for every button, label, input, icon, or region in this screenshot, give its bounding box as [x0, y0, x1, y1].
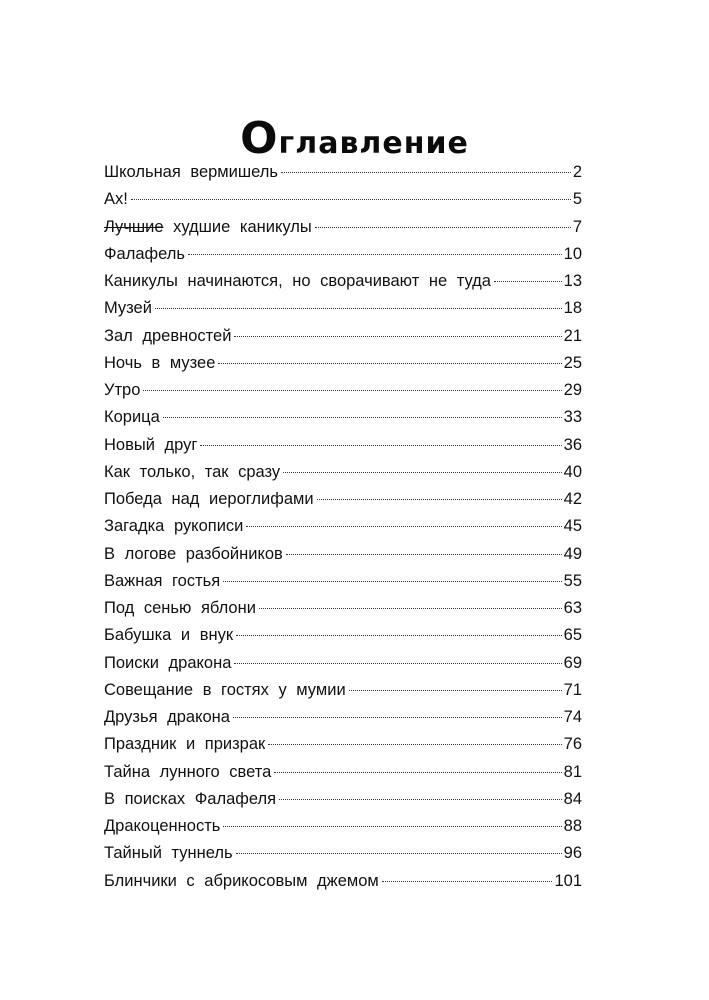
toc-entry[interactable]	[104, 459, 582, 486]
toc-entry-page-number: 49	[563, 544, 582, 563]
toc-entry-title: Музей	[104, 299, 152, 318]
toc-entry-page-number: 7	[572, 217, 582, 236]
toc-entry[interactable]	[104, 513, 582, 540]
toc-entry-title: Друзья дракона	[104, 708, 230, 726]
toc-entry-page-number: 76	[563, 735, 582, 754]
toc-entry-title-group	[104, 541, 283, 568]
dot-leader	[279, 799, 562, 800]
toc-entry[interactable]	[104, 759, 582, 786]
toc-entry-page-number: 96	[563, 844, 582, 863]
toc-entry-title: Бабушка и внук	[104, 626, 234, 645]
toc-entry[interactable]	[104, 677, 582, 704]
toc-entry-title-group	[104, 268, 491, 295]
toc-entry-title-group	[104, 650, 231, 677]
dot-leader	[131, 199, 571, 200]
toc-entry-page-number: 63	[563, 599, 582, 617]
dot-leader	[223, 581, 561, 582]
dot-leader	[317, 499, 562, 500]
title-rest: главление	[278, 126, 469, 162]
toc-entry[interactable]	[104, 377, 582, 404]
dot-leader	[223, 826, 561, 827]
toc-entry-title: Праздник и призрак	[104, 735, 266, 754]
toc-entry-title: Тайна лунного света	[104, 762, 272, 781]
toc-entry-title: Зал древностей	[104, 326, 232, 345]
dot-leader	[283, 472, 561, 473]
toc-entry-title-group	[104, 377, 140, 404]
toc-entry-title-group	[104, 159, 278, 186]
toc-entry-title: Загадка рукописи	[104, 517, 244, 536]
toc-entry[interactable]	[104, 731, 582, 758]
toc-entry-page-number: 25	[563, 353, 582, 372]
toc-entry[interactable]	[104, 840, 582, 867]
toc-entry-title: Фалафель	[104, 244, 185, 263]
toc-entry-title-group	[104, 677, 346, 704]
dot-leader	[268, 744, 561, 745]
toc-entry-title-group	[104, 786, 276, 813]
toc-entry-title: Блинчики с абрикосовым джемом	[104, 871, 379, 890]
dot-leader	[259, 608, 562, 609]
toc-entry[interactable]	[104, 159, 582, 186]
toc-entry-page-number: 45	[563, 517, 582, 536]
toc-entry-title: Совещание в гостях у мумии	[104, 680, 346, 699]
dot-leader	[315, 227, 571, 228]
toc-entry-title-group	[104, 214, 312, 241]
dot-leader	[200, 445, 561, 446]
toc-entry[interactable]	[104, 186, 582, 213]
dot-leader	[494, 281, 562, 282]
toc-entry[interactable]	[104, 404, 582, 431]
dot-leader	[155, 308, 562, 309]
page-title	[0, 113, 709, 164]
toc-entry[interactable]	[104, 268, 582, 295]
title-initial: О	[240, 113, 279, 165]
toc-entry-title: Школьная вермишель	[104, 163, 278, 181]
toc-entry-title-group	[104, 186, 128, 213]
toc-entry-title: Дракоценность	[104, 817, 221, 835]
toc-entry-title: В поисках Фалафеля	[104, 789, 277, 808]
dot-leader	[218, 363, 561, 364]
toc-entry-title: Ах!	[104, 190, 128, 209]
toc-entry-title-group	[104, 459, 280, 486]
toc-entry[interactable]	[104, 595, 582, 622]
toc-entry[interactable]	[104, 486, 582, 513]
toc-entry-page-number: 33	[563, 408, 582, 427]
dot-leader	[281, 172, 571, 173]
toc-entry-title: Поиски дракона	[104, 653, 232, 672]
toc-entry-page-number: 36	[563, 435, 582, 454]
toc-entry-title: Каникулы начинаются, но сворачивают не туда	[104, 272, 491, 290]
toc-entry-title: Ночь в музее	[104, 353, 216, 372]
toc-entry[interactable]	[104, 650, 582, 677]
toc-entry[interactable]	[104, 704, 582, 731]
toc-entry-title-group	[104, 731, 265, 758]
toc-entry-title: Тайный туннель	[104, 844, 233, 863]
toc-entry-page-number: 21	[563, 326, 582, 345]
toc-entry-page-number: 69	[563, 653, 582, 672]
toc-entry-page-number: 88	[563, 817, 582, 835]
dot-leader	[234, 663, 561, 664]
toc-entry-page-number: 74	[563, 708, 582, 726]
dot-leader	[236, 635, 562, 636]
toc-entry-title: В логове разбойников	[104, 544, 283, 563]
toc-entry[interactable]	[104, 568, 582, 595]
toc-entry[interactable]	[104, 432, 582, 459]
dot-leader	[274, 772, 561, 773]
dot-leader	[163, 417, 562, 418]
toc-entry-page-number: 81	[563, 762, 582, 781]
toc-entry-title-group	[104, 840, 233, 867]
toc-entry-page-number: 5	[572, 190, 582, 209]
dot-leader	[236, 853, 562, 854]
toc-entry-page-number: 84	[563, 789, 582, 808]
toc-entry-title: Важная гостья	[104, 571, 221, 590]
toc-entry-title-group	[104, 704, 230, 731]
toc-entry-title-group	[104, 432, 197, 459]
toc-entry-title-group	[104, 813, 220, 840]
toc-entry-title-group	[104, 241, 185, 268]
toc-entry-page-number: 65	[563, 626, 582, 645]
dot-leader	[143, 390, 561, 391]
toc-entry-title-group	[104, 595, 256, 622]
toc-entry-page-number: 18	[563, 299, 582, 318]
toc-entry-title-group	[104, 622, 233, 649]
toc-entry-title-group	[104, 295, 152, 322]
toc-entry[interactable]	[104, 541, 582, 568]
toc-entry-title-group	[104, 404, 160, 431]
toc-entry-page-number: 42	[563, 490, 582, 508]
dot-leader	[246, 526, 561, 527]
dot-leader	[382, 881, 553, 882]
toc-entry-page-number: 2	[572, 163, 582, 181]
dot-leader	[188, 254, 562, 255]
toc-entry-page-number: 40	[563, 462, 582, 481]
toc-entry-page-number: 10	[563, 244, 582, 263]
toc-entry-page-number: 55	[563, 571, 582, 590]
dot-leader	[349, 690, 562, 691]
toc-entry-page-number: 13	[563, 272, 582, 290]
toc-entry-page-number: 71	[563, 680, 582, 699]
toc-entry[interactable]	[104, 868, 582, 895]
toc-entry-title-group	[104, 513, 243, 540]
toc-entry[interactable]	[104, 241, 582, 268]
toc-entry[interactable]	[104, 323, 582, 350]
dot-leader	[233, 717, 562, 718]
table-of-contents	[104, 159, 582, 895]
toc-entry[interactable]	[104, 295, 582, 322]
toc-entry-title: Утро	[104, 381, 141, 399]
toc-entry-title: Как только, так сразу	[104, 462, 281, 481]
toc-entry-struck-word: Лучшие	[104, 217, 164, 236]
toc-entry-title: Под сенью яблони	[104, 599, 256, 617]
toc-entry[interactable]	[104, 622, 582, 649]
toc-entry-title: Корица	[104, 408, 160, 427]
toc-entry-title: худшие каникулы	[173, 217, 312, 236]
toc-entry[interactable]	[104, 786, 582, 813]
toc-entry-title-group	[104, 350, 215, 377]
toc-entry-title-group	[104, 868, 379, 895]
toc-entry-page-number: 101	[554, 871, 582, 890]
toc-entry-page-number: 29	[563, 381, 582, 399]
dot-leader	[286, 554, 562, 555]
dot-leader	[234, 336, 561, 337]
toc-entry-title: Победа над иероглифами	[104, 490, 314, 508]
toc-entry[interactable]	[104, 214, 582, 241]
toc-entry-title-group	[104, 486, 314, 513]
toc-entry-title-group	[104, 759, 271, 786]
toc-entry[interactable]	[104, 350, 582, 377]
toc-entry-title: Новый друг	[104, 435, 198, 454]
toc-entry[interactable]	[104, 813, 582, 840]
toc-entry-title-group	[104, 568, 220, 595]
toc-entry-title-group	[104, 323, 231, 350]
